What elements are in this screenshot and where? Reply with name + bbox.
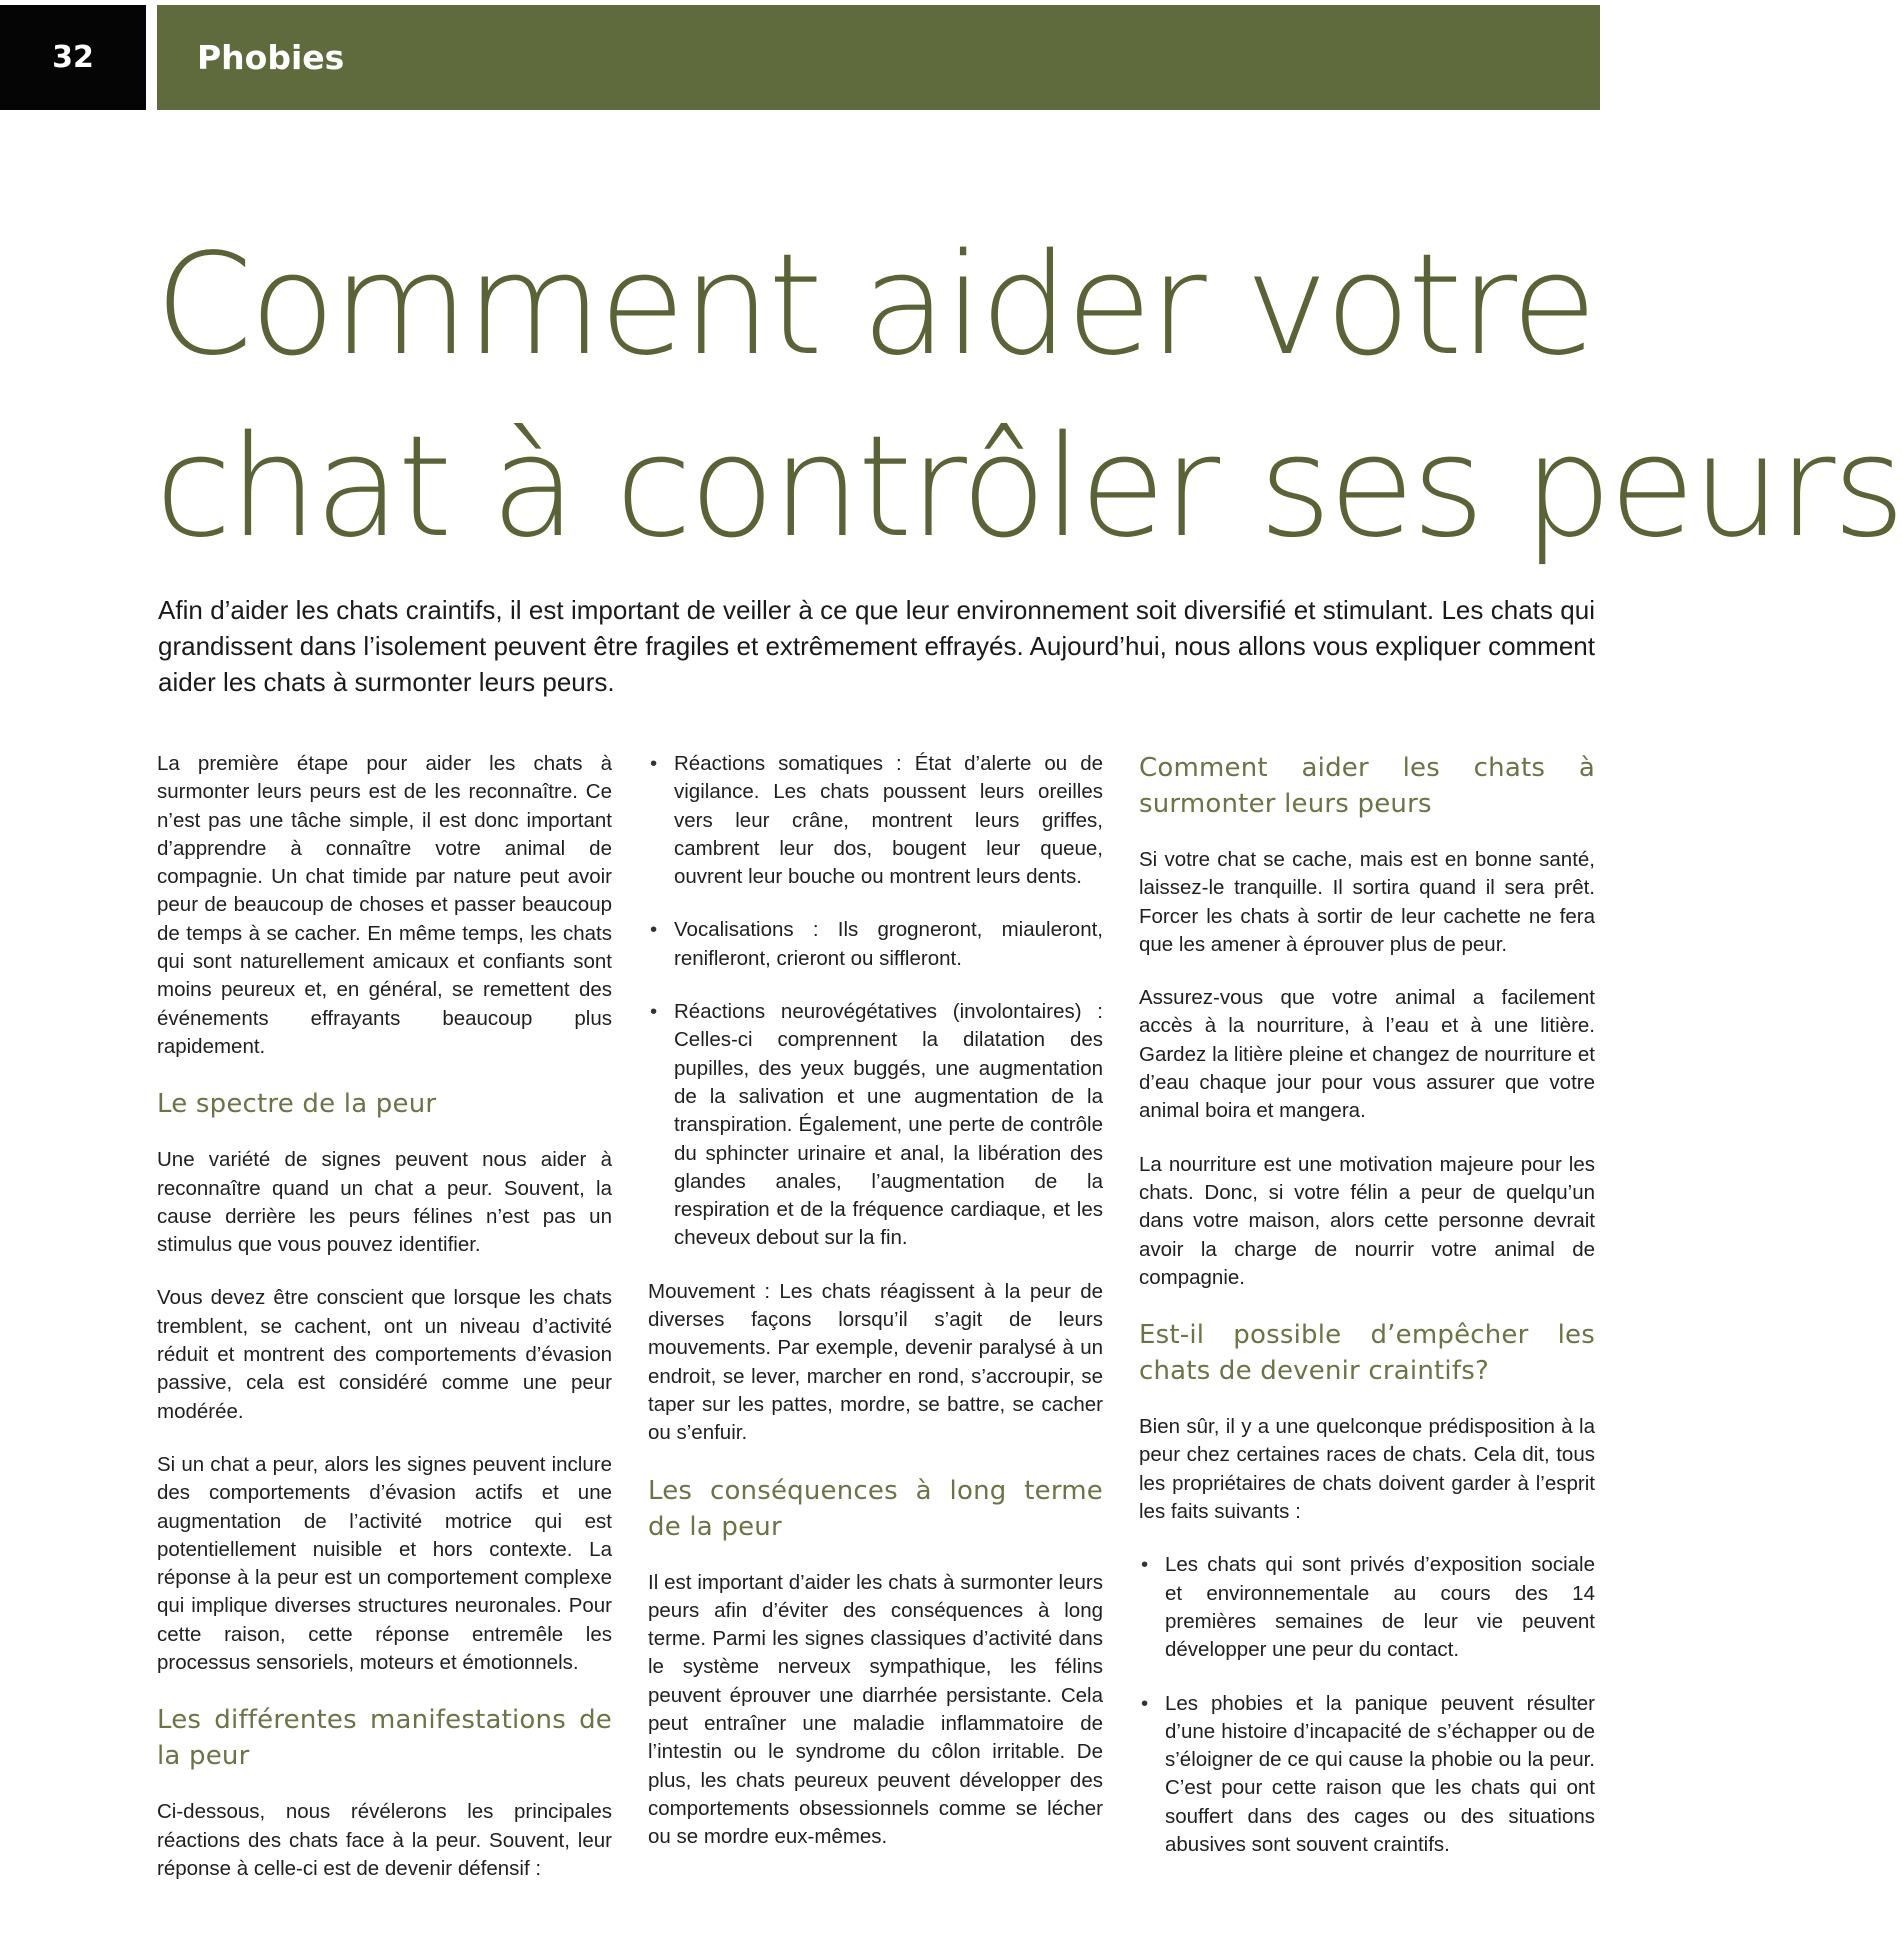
- paragraph: Ci-dessous, nous révélerons les principales réactions des chats face à la peur. Souvent, leur réponse à celle-ci est de devenir défensif :: [157, 1800, 612, 1880]
- page-number: 32: [0, 5, 146, 110]
- paragraph: Il est important d’aider les chats à surmonter leurs peurs afin d’éviter des conséquences à long terme. Parmi les signes classiques d’activité dans le système nerveux sympathique, les félins peuvent éprouver une diarrhée persistante. Cela peut entraîner une maladie inflammatoire de l’intestin ou le syndrome du côlon irritable. De plus, les chats peureux peuvent développer des comportements obsessionnels comme se lécher ou se mordre eux-mêmes.: [648, 1570, 1103, 1849]
- section-header: [157, 5, 1600, 110]
- paragraph: La première étape pour aider les chats à surmonter leurs peurs est de les reconnaître. Ce n’est pas une tâche simple, il est donc important d’apprendre à connaître votre animal de compagnie. Un chat timide par nature peut avoir peur de beaucoup de choses et passer beaucoup de temps à se cacher. En même temps, les chats qui sont naturellement amicaux et confiants sont moins peureux et, en général, se remettent des événements effrayants beaucoup plus rapidement.: [157, 752, 612, 1058]
- paragraph: Assurez-vous que votre animal a facilement accès à la nourriture, à l’eau et à une litière. Gardez la litière pleine et changez de nourriture et d’eau chaque jour pour vous assurer que votre animal boira et mangera.: [1139, 986, 1595, 1123]
- column-2: [648, 750, 1103, 1877]
- bullet-list: [1139, 1551, 1595, 1859]
- subheading: Les conséquences à long terme de la peur: [648, 1475, 1103, 1542]
- paragraph: Bien sûr, il y a une quelconque prédisposition à la peur chez certaines races de chats. Cela dit, tous les propriétaires de chats doivent garder à l’esprit les faits suivants :: [1139, 1415, 1595, 1524]
- article-title-line-1: Comment aider votre: [155, 224, 1595, 387]
- paragraph: La nourriture est une motivation majeure pour les chats. Donc, si votre félin a peur de quelqu’un dans votre maison, alors cette personne devrait avoir la charge de nourrir votre animal de compagnie.: [1139, 1152, 1595, 1289]
- bullet-item: • Les phobies et la panique peuvent résulter d’une histoire d’incapacité de s’échapper ou de s’éloigner de ce qui cause la phobie ou la peur. C’est pour cette raison que les chats qui ont souffert dans des cages ou des situations abusives sont souvent craintifs.: [1139, 1690, 1595, 1860]
- paragraph: Mouvement : Les chats réagissent à la peur de diverses façons lorsqu’il s’agit de leurs mouvements. Par exemple, devenir paralysé à un endroit, se lever, marcher en rond, s’accroupir, se taper sur les pattes, mordre, se battre, se cacher ou s’enfuir.: [648, 1279, 1103, 1445]
- paragraph: Une variété de signes peuvent nous aider à reconnaître quand un chat a peur. Souvent, la cause derrière les peurs félines n’est pas un stimulus que vous pouvez identifier.: [157, 1148, 612, 1257]
- bullet-item: • Vocalisations : Ils grogneront, miauleront, renifleront, crieront ou siffleront.: [648, 916, 1103, 973]
- bullet-item: • Réactions somatiques : État d’alerte ou de vigilance. Les chats poussent leurs oreilles vers leur crâne, montrent leurs griffes, cambrent leur dos, bougent leur queue, ouvrent leur bouche ou montrent leurs dents.: [648, 750, 1103, 891]
- article-title: [155, 215, 1902, 579]
- subheading: Comment aider les chats à surmonter leurs peurs: [1139, 753, 1595, 819]
- section-title: Phobies: [197, 38, 345, 77]
- paragraph: Si un chat a peur, alors les signes peuvent inclure des comportements d’évasion actifs et une augmentation de l’activité motrice qui est potentiellement nuisible et hors contexte. La réponse à la peur est un comportement complexe qui implique diverses structures neuronales. Pour cette raison, cette réponse entremêle les processus sensoriels, moteurs et émotionnels.: [157, 1452, 612, 1675]
- article-title-line-2: chat à contrôler ses peurs: [155, 406, 1902, 569]
- column-3: [1139, 750, 1595, 1884]
- bullet-list: [648, 750, 1103, 1253]
- subheading: Les différentes manifestations de la peur: [157, 1705, 612, 1772]
- paragraph: Si votre chat se cache, mais est en bonne santé, laissez-le tranquille. Il sortira quand il sera prêt. Forcer les chats à sortir de leur cachette ne fera que les amener à éprouver plus de peur.: [1139, 848, 1595, 956]
- column-1: [157, 750, 612, 1908]
- paragraph: Vous devez être conscient que lorsque les chats tremblent, se cachent, ont un niveau d’activité réduit et montrent des comportements d’évasion passive, cela est considéré comme une peur modérée.: [157, 1286, 612, 1423]
- bullet-item: • Réactions neurovégétatives (involontaires) : Celles-ci comprennent la dilatation des pupilles, des yeux buggés, une augmentation de la salivation et une augmentation de la transpiration. Également, une perte de contrôle du sphincter urinaire et anal, la libération des glandes anales, l’augmentation de la respiration et de la fréquence cardiaque, et les cheveux debout sur la fin.: [648, 998, 1103, 1253]
- subheading: Est-il possible d’empêcher les chats de devenir craintifs?: [1139, 1320, 1595, 1387]
- intro-paragraph: Afin d’aider les chats craintifs, il est important de veiller à ce que leur environnement soit diversifié et stimulant. Les chats qui grandissent dans l’isolement peuvent être fragiles et extrêmement effrayés. Aujourd’hui, nous allons vous expliquer comment aider les chats à surmonter leurs peurs.: [158, 595, 1595, 697]
- subheading: Le spectre de la peur: [157, 1089, 437, 1120]
- bullet-item: • Les chats qui sont privés d’exposition sociale et environnementale au cours des 14 premières semaines de leur vie peuvent développer une peur du contact.: [1139, 1551, 1595, 1664]
